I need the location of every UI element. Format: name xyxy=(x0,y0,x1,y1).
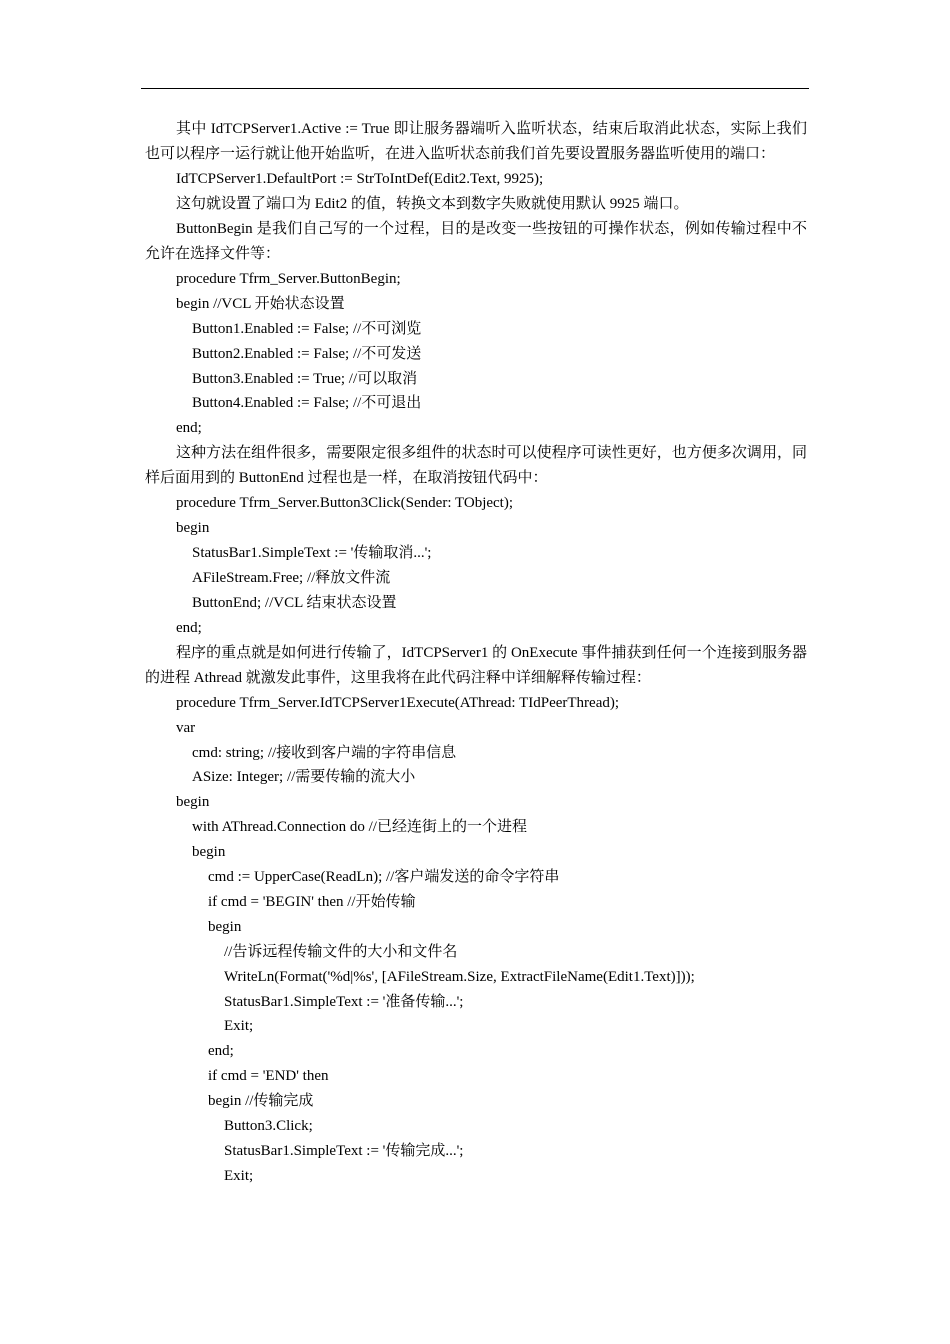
code-line: StatusBar1.SimpleText := '传输完成...'; xyxy=(224,1143,464,1159)
document-body xyxy=(145,117,807,1189)
code-line: ButtonEnd; //VCL 结束状态设置 xyxy=(192,594,397,611)
code-line: end; xyxy=(176,420,202,437)
code-line: IdTCPServer1.DefaultPort := StrToIntDef(Edit2.Text, 9925); xyxy=(176,171,544,187)
code-line: begin xyxy=(208,918,242,935)
code-line: procedure Tfrm_Server.Button3Click(Sender: TObject); xyxy=(176,495,514,512)
code-line: begin xyxy=(176,520,210,537)
code-line: //告诉远程传输文件的大小和文件名 xyxy=(224,943,458,960)
code-line: procedure Tfrm_Server.IdTCPServer1Execute(AThread: TIdPeerThread); xyxy=(176,694,620,711)
code-line: procedure Tfrm_Server.ButtonBegin; xyxy=(176,270,401,287)
paragraph: 这种方法在组件很多，需要限定很多组件的状态时可以使程序可读性更好，也方便多次调用，同样后面用到的 ButtonEnd 过程也是一样，在取消按钮代码中： xyxy=(145,445,807,487)
code-line: begin xyxy=(192,844,226,861)
code-line: if cmd = 'BEGIN' then //开始传输 xyxy=(208,893,416,910)
paragraph: ButtonBegin 是我们自己写的一个过程，目的是改变一些按钮的可操作状态，例如传输过程中不允许在选择文件等： xyxy=(145,220,807,262)
code-line: begin //传输完成 xyxy=(208,1093,314,1110)
code-line: Button1.Enabled := False; //不可浏览 xyxy=(192,320,422,337)
code-line: with AThread.Connection do //已经连街上的一个进程 xyxy=(192,819,527,836)
code-line: Button3.Click; xyxy=(224,1118,313,1135)
code-line: ASize: Integer; //需要传输的流大小 xyxy=(192,769,416,786)
code-line: cmd: string; //接收到客户端的字符串信息 xyxy=(192,744,457,761)
paragraph: 其中 IdTCPServer1.Active := True 即让服务器端听入监听状态，结束后取消此状态，实际上我们也可以程序一运行就让他开始监听，在进入监听状态前我们首先要设置服务器监听使用的端口： xyxy=(145,121,807,162)
code-line: StatusBar1.SimpleText := '传输取消...'; xyxy=(192,545,432,562)
code-line: Button4.Enabled := False; //不可退出 xyxy=(192,395,422,412)
code-line: begin //VCL 开始状态设置 xyxy=(176,295,345,312)
code-line: StatusBar1.SimpleText := '准备传输...'; xyxy=(224,993,464,1010)
header-rule xyxy=(141,88,809,89)
code-line: Button3.Enabled := True; //可以取消 xyxy=(192,370,418,387)
paragraph: 程序的重点就是如何进行传输了，IdTCPServer1 的 OnExecute 事件捕获到任何一个连接到服务器的进程 Athread 就激发此事件，这里我将在此代码注释中详细解释传输过程： xyxy=(145,644,807,686)
code-line: cmd := UpperCase(ReadLn); //客户端发送的命令字符串 xyxy=(208,869,560,886)
code-line: begin xyxy=(176,794,210,811)
code-line: WriteLn(Format('%d|%s', [AFileStream.Size, ExtractFileName(Edit1.Text)])); xyxy=(224,968,695,985)
code-line: Button2.Enabled := False; //不可发送 xyxy=(192,345,422,362)
code-line: if cmd = 'END' then xyxy=(208,1068,329,1085)
code-line: end; xyxy=(208,1043,234,1060)
paragraph: 这句就设置了端口为 Edit2 的值，转换文本到数字失败就使用默认 9925 端口。 xyxy=(176,195,689,212)
code-line: Exit; xyxy=(224,1018,254,1035)
code-line: var xyxy=(176,719,196,736)
code-line: AFileStream.Free; //释放文件流 xyxy=(192,569,391,586)
code-line: Exit; xyxy=(224,1167,254,1184)
code-line: end; xyxy=(176,619,202,636)
